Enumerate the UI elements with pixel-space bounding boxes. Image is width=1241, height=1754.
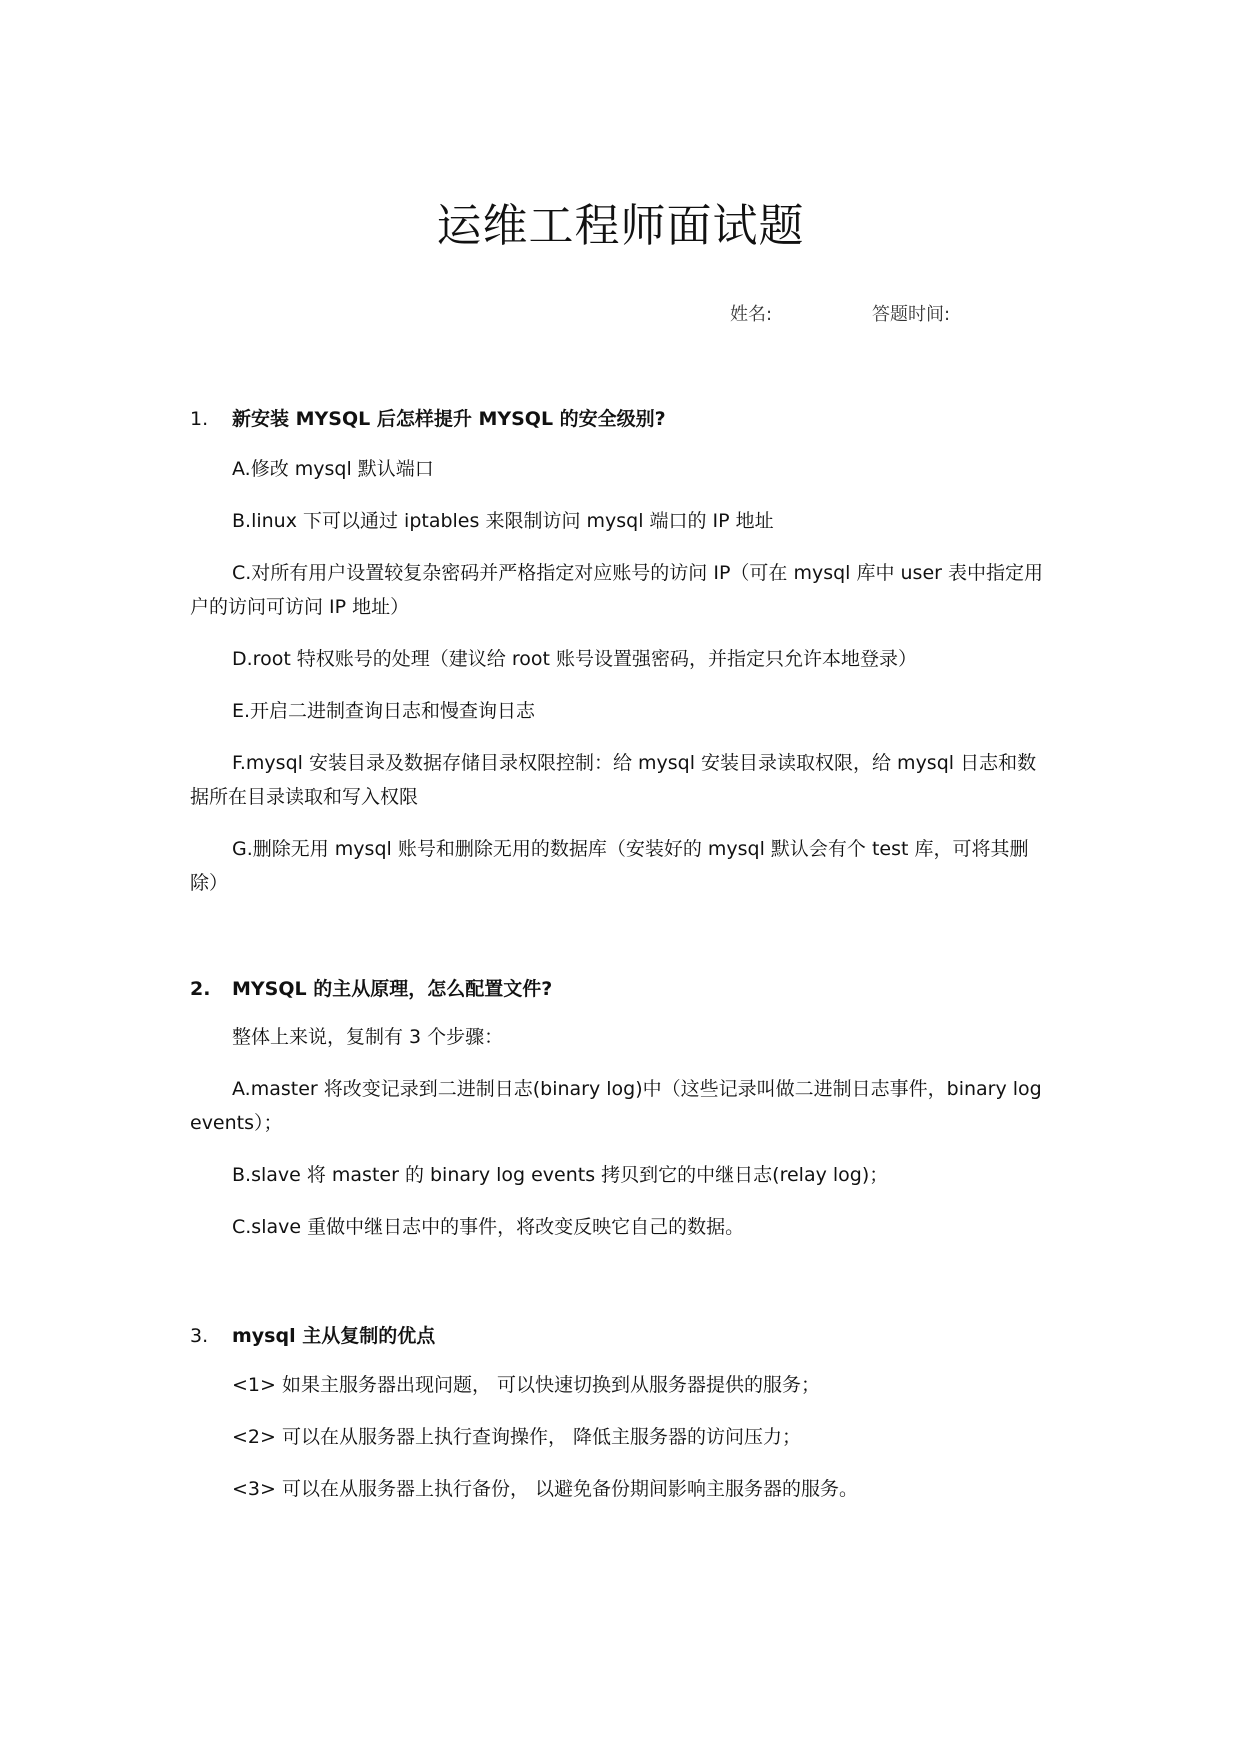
document-title: 运维工程师面试题 <box>436 199 805 252</box>
answer-paragraph: G.删除无用 mysql 账号和删除无用的数据库（安装好的 mysql 默认会有个 test 库，可将其删除） <box>190 838 1029 894</box>
answer-paragraph: <1> 如果主服务器出现问题， 可以快速切换到从服务器提供的服务； <box>232 1374 821 1396</box>
question-number: 2. <box>190 978 211 1000</box>
question-heading <box>190 405 666 433</box>
answer-paragraph: C.对所有用户设置较复杂密码并严格指定对应账号的访问 IP（可在 mysql 库中 user 表中指定用户的访问可访问 IP 地址） <box>190 562 1043 618</box>
answer-paragraph: F.mysql 安装目录及数据存储目录权限控制：给 mysql 安装目录读取权限，给 mysql 日志和数据所在目录读取和写入权限 <box>190 752 1037 808</box>
answer-paragraph: B.slave 将 master 的 binary log events 拷贝到它的中继日志(relay log)； <box>232 1164 889 1186</box>
answer-paragraph: B.linux 下可以通过 iptables 来限制访问 mysql 端口的 IP 地址 <box>232 510 774 532</box>
answer-paragraph: A.修改 mysql 默认端口 <box>232 458 434 480</box>
answer-paragraph: <2> 可以在从服务器上执行查询操作， 降低主服务器的访问压力； <box>232 1426 802 1448</box>
answer-paragraph: D.root 特权账号的处理（建议给 root 账号设置强密码，并指定只允许本地登录） <box>232 648 917 670</box>
answer-paragraph: E.开启二进制查询日志和慢查询日志 <box>232 700 536 722</box>
answer-paragraph: C.slave 重做中继日志中的事件，将改变反映它自己的数据。 <box>232 1216 745 1238</box>
answer-paragraph: 整体上来说，复制有 3 个步骤： <box>232 1026 504 1048</box>
answer-paragraph: A.master 将改变记录到二进制日志(binary log)中（这些记录叫做二进制日志事件，binary log events）； <box>190 1078 1042 1134</box>
question-number: 1. <box>190 408 209 430</box>
question-text: 新安装 MYSQL 后怎样提升 MYSQL 的安全级别? <box>232 408 666 430</box>
question-heading <box>190 975 552 1003</box>
answer-paragraph: <3> 可以在从服务器上执行备份， 以避免备份期间影响主服务器的服务。 <box>232 1478 859 1500</box>
question-number: 3. <box>190 1325 209 1347</box>
answer-time-label: 答题时间: <box>872 304 951 325</box>
question-text: mysql 主从复制的优点 <box>232 1325 436 1347</box>
name-label: 姓名: <box>730 304 773 325</box>
question-text: MYSQL 的主从原理，怎么配置文件? <box>232 978 553 1000</box>
question-heading <box>190 1322 435 1350</box>
